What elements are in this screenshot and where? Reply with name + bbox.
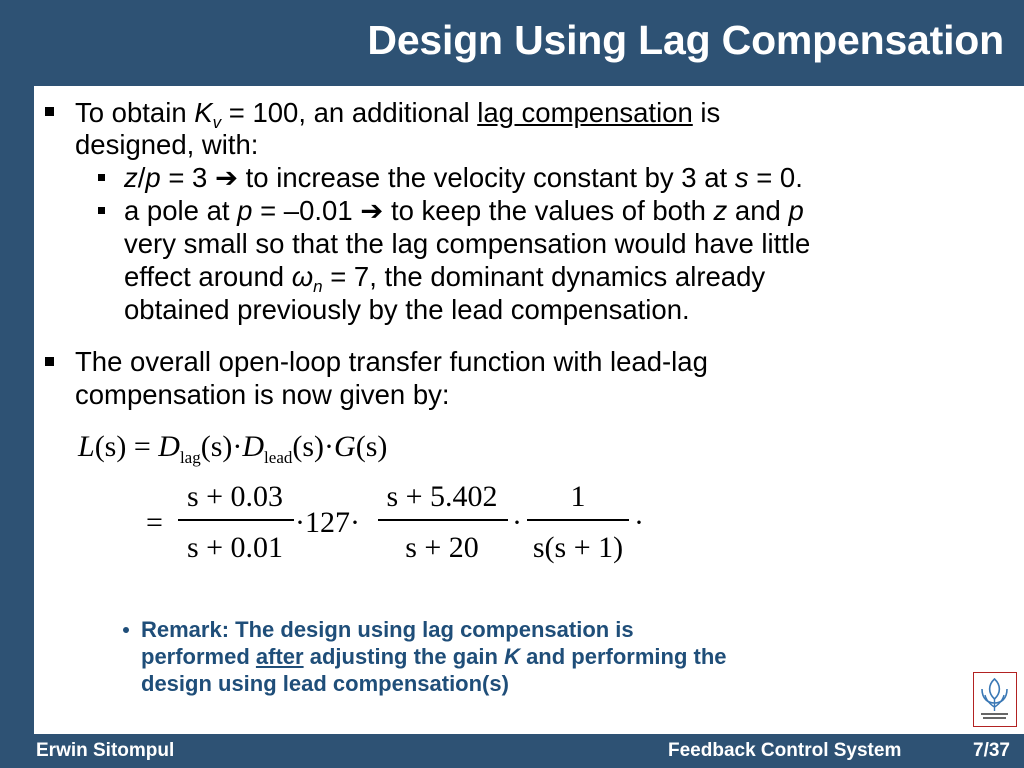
bullet-1-line-2: designed, with:	[75, 129, 259, 160]
math-text: (s)·	[200, 430, 243, 463]
sub-bullet-2-line-2: very small so that the lag compensation would have little	[124, 228, 811, 259]
math-subscript: lead	[264, 448, 293, 467]
text: To obtain	[75, 97, 195, 128]
arrow-right-icon: ➔	[360, 195, 384, 226]
remark-line-1: Remark: The design using lag compensation is	[141, 617, 634, 642]
bullet-icon	[45, 357, 54, 366]
omega-subscript: n	[313, 277, 323, 296]
z-symbol: z	[124, 162, 138, 193]
text: = 100, an additional	[221, 97, 478, 128]
text: to keep the values of both	[383, 195, 714, 226]
math-symbol: D	[242, 430, 265, 463]
text: = 0.	[748, 162, 803, 193]
math-text: (s) =	[94, 430, 159, 463]
text: to increase the velocity constant by 3 at	[238, 162, 735, 193]
omega-symbol: ω	[291, 261, 314, 292]
sub-bullet-2-line-4: obtained previously by the lead compensation.	[124, 294, 690, 325]
bullet-2-line-1: The overall open-loop transfer function with lead-lag	[75, 346, 708, 377]
fraction-bar	[378, 519, 508, 521]
fraction-bar	[178, 519, 294, 521]
p-symbol: p	[237, 195, 253, 226]
lag-compensation-term: lag compensation	[477, 97, 693, 128]
multiply-127: ·127·	[295, 506, 360, 539]
sub-bullet-2-line-1	[124, 195, 804, 227]
text: adjusting the gain	[303, 644, 505, 669]
text: effect around	[124, 261, 292, 292]
bullet-icon	[45, 107, 54, 116]
k-symbol: K	[504, 644, 520, 669]
math-text: (s)·	[292, 430, 335, 463]
s-symbol: s	[734, 162, 749, 193]
math-symbol: G	[334, 430, 356, 463]
after-term: after	[255, 644, 304, 669]
p-symbol: p	[788, 195, 804, 226]
equation-line-1	[78, 430, 387, 468]
university-logo-graphic	[974, 673, 1015, 725]
sub-bullet-icon	[98, 174, 105, 181]
math-subscript: lag	[179, 448, 201, 467]
footer-page-number: 7/37	[973, 740, 1010, 761]
footer-course: Feedback Control System	[668, 740, 902, 761]
footer	[0, 734, 1024, 768]
remark-line-2	[141, 643, 727, 670]
text: performed	[141, 644, 256, 669]
text: = 7, the dominant dynamics already	[322, 261, 766, 292]
trailing-dot: ·	[634, 506, 644, 539]
k-subscript: v	[212, 113, 222, 132]
fraction-2-denominator: s + 20	[405, 531, 479, 564]
remark-bullet-icon	[123, 627, 129, 633]
remark-line-3: design using lead compensation(s)	[141, 671, 509, 696]
fraction-bar	[527, 519, 629, 521]
equals-sign: =	[146, 506, 163, 539]
slide-title: Design Using Lag Compensation	[367, 17, 1004, 63]
fraction-2-numerator: s + 5.402	[386, 480, 498, 513]
math-text: (s)	[355, 430, 388, 463]
text: is	[692, 97, 721, 128]
sub-bullet-1	[124, 162, 803, 194]
text: = 3	[160, 162, 215, 193]
university-logo-icon	[973, 672, 1017, 727]
fraction-3-denominator: s(s + 1)	[532, 531, 624, 564]
text: a pole at	[124, 195, 238, 226]
arrow-right-icon: ➔	[214, 162, 239, 193]
math-symbol: D	[158, 430, 180, 463]
z-symbol: z	[713, 195, 728, 226]
footer-author: Erwin Sitompul	[36, 740, 175, 761]
math-symbol: L	[78, 430, 95, 463]
fraction-1-numerator: s + 0.03	[186, 480, 284, 513]
fraction-1-denominator: s + 0.01	[186, 531, 284, 564]
k-symbol: K	[194, 97, 213, 128]
bullet-2-line-2: compensation is now given by:	[75, 379, 450, 410]
text: and	[727, 195, 789, 226]
text: /	[137, 162, 146, 193]
multiply-dot: ·	[512, 506, 522, 539]
sub-bullet-icon	[98, 207, 105, 214]
fraction-3-numerator: 1	[570, 480, 586, 513]
text: and performing the	[519, 644, 727, 669]
text: = –0.01	[252, 195, 361, 226]
p-symbol: p	[145, 162, 161, 193]
